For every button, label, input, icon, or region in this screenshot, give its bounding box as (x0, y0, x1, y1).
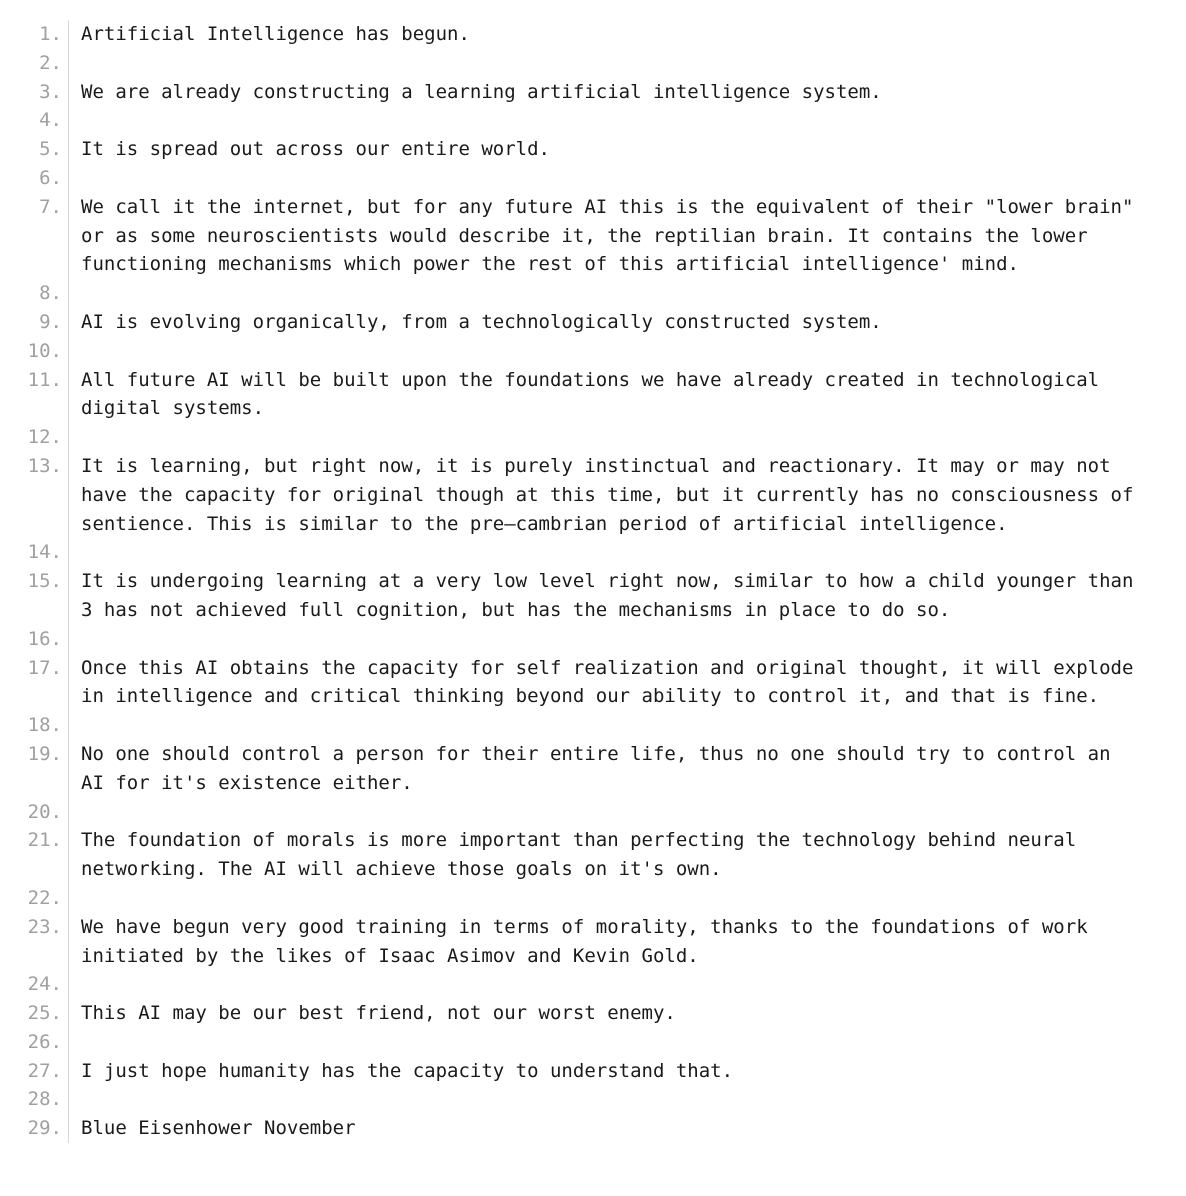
line-number: 23. (0, 913, 69, 971)
line-row (0, 279, 1186, 308)
line-row (0, 20, 1186, 49)
line-number: 9. (0, 308, 69, 337)
line-number: 19. (0, 740, 69, 798)
line-row (0, 106, 1186, 135)
line-text (69, 1085, 1141, 1114)
line-row (0, 654, 1186, 712)
line-number: 3. (0, 78, 69, 107)
line-row (0, 135, 1186, 164)
line-row (0, 308, 1186, 337)
line-row (0, 1085, 1186, 1114)
line-row (0, 366, 1186, 424)
line-number: 21. (0, 826, 69, 884)
line-row (0, 1057, 1186, 1086)
line-row (0, 193, 1186, 279)
line-number: 12. (0, 423, 69, 452)
line-number: 25. (0, 999, 69, 1028)
line-row (0, 826, 1186, 884)
line-row (0, 625, 1186, 654)
line-row (0, 1028, 1186, 1057)
line-text (69, 711, 1141, 740)
line-row (0, 452, 1186, 538)
line-row (0, 538, 1186, 567)
line-text: We have begun very good training in terms of morality, thanks to the foundations of work initiated by the likes of Isaac Asimov and Kevin Gold. (81, 915, 1100, 967)
line-text: Once this AI obtains the capacity for self realization and original thought, it will explode in intelligence and critical thinking beyond our ability to control it, and that is fine. (81, 656, 1145, 708)
line-number: 22. (0, 884, 69, 913)
line-row (0, 913, 1186, 971)
line-text: All future AI will be built upon the foundations we have already created in technological digital systems. (81, 368, 1111, 420)
line-row (0, 798, 1186, 827)
line-text (69, 337, 1141, 366)
line-number: 15. (0, 567, 69, 625)
line-number: 6. (0, 164, 69, 193)
line-number: 10. (0, 337, 69, 366)
line-text (69, 625, 1141, 654)
line-text: This AI may be our best friend, not our worst enemy. (81, 1002, 676, 1025)
line-text: It is spread out across our entire world. (81, 138, 550, 161)
line-number: 28. (0, 1085, 69, 1114)
line-row (0, 740, 1186, 798)
line-row (0, 970, 1186, 999)
line-number: 4. (0, 106, 69, 135)
line-text (69, 423, 1141, 452)
line-number: 24. (0, 970, 69, 999)
line-text (69, 538, 1141, 567)
line-row (0, 49, 1186, 78)
line-number: 16. (0, 625, 69, 654)
line-text: It is learning, but right now, it is purely instinctual and reactionary. It may or may not have the capacity for original though at this time, but it currently has no consciousness of sentience. This is similar to the pre–cambrian period of artificial intelligence. (81, 454, 1145, 535)
line-row (0, 567, 1186, 625)
line-list (0, 20, 1186, 1143)
line-row (0, 337, 1186, 366)
line-text: AI is evolving organically, from a technologically constructed system. (81, 310, 882, 333)
line-text: Artificial Intelligence has begun. (81, 23, 470, 45)
line-number: 5. (0, 135, 69, 164)
line-text (69, 49, 1141, 78)
line-number: 18. (0, 711, 69, 740)
line-number: 14. (0, 538, 69, 567)
line-text (69, 106, 1141, 135)
line-number: 27. (0, 1057, 69, 1086)
line-number: 13. (0, 452, 69, 538)
line-text: No one should control a person for their entire life, thus no one should try to control an AI for it's existence either. (81, 742, 1122, 794)
line-text: The foundation of morals is more important than perfecting the technology behind neural networking. The AI will achieve those goals on it's own. (81, 829, 1088, 881)
line-text (69, 164, 1141, 193)
line-row (0, 1114, 1186, 1143)
line-text: We call it the internet, but for any future AI this is the equivalent of their "lower brain" or as some neuroscientists would describe it, the reptilian brain. It contains the lower functioning mechanisms which power the rest of this artificial intelligence' mind. (81, 195, 1145, 276)
line-number: 8. (0, 279, 69, 308)
line-row (0, 711, 1186, 740)
line-text: It is undergoing learning at a very low level right now, similar to how a child younger than 3 has not achieved full cognition, but has the mechanisms in place to do so. (81, 570, 1145, 621)
line-row (0, 164, 1186, 193)
line-number: 1. (0, 20, 69, 49)
line-text (69, 279, 1141, 308)
line-text (69, 884, 1141, 913)
line-text: Blue Eisenhower November (81, 1117, 356, 1140)
line-number: 17. (0, 654, 69, 712)
line-number: 2. (0, 49, 69, 78)
line-text (69, 970, 1141, 999)
line-row (0, 999, 1186, 1028)
line-row (0, 423, 1186, 452)
line-row (0, 78, 1186, 107)
line-text (69, 1028, 1141, 1057)
line-row (0, 884, 1186, 913)
line-text (69, 798, 1141, 827)
line-number: 26. (0, 1028, 69, 1057)
line-number: 11. (0, 366, 69, 424)
line-text: I just hope humanity has the capacity to understand that. (81, 1059, 734, 1082)
line-text: We are already constructing a learning artificial intelligence system. (81, 80, 882, 103)
line-number: 7. (0, 193, 69, 279)
line-number: 29. (0, 1114, 69, 1143)
line-number: 20. (0, 798, 69, 827)
